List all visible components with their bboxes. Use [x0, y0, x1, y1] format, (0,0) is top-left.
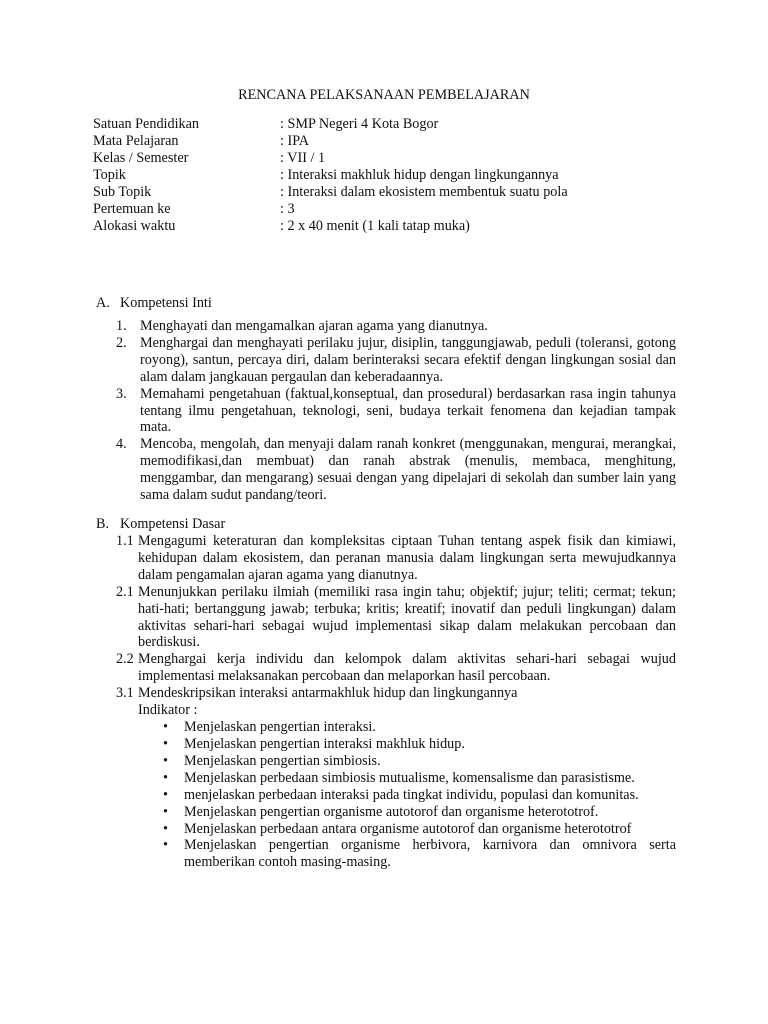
list-item [96, 533, 676, 584]
bullet-text: Menjelaskan pengertian organisme herbivora, karnivora dan omnivora serta memberikan contoh masing-masing. [184, 837, 676, 871]
section-kompetensi-inti [96, 295, 676, 504]
info-label: Pertemuan ke [93, 201, 171, 217]
list-text: Menghargai kerja individu dan kelompok dalam aktivitas sehari-hari sebagai wujud implementasi melaksanakan percobaan dan melaporkan hasil percobaan. [138, 651, 676, 685]
bullet-icon: • [163, 719, 168, 736]
info-row [93, 218, 693, 235]
info-value: : SMP Negeri 4 Kota Bogor [280, 116, 439, 132]
list-number: 2. [116, 334, 127, 351]
section-title: Kompetensi Dasar [120, 516, 226, 532]
bullet-text: Menjelaskan pengertian interaksi. [184, 719, 376, 736]
info-label: Kelas / Semester [93, 150, 189, 166]
info-row [93, 116, 693, 133]
list-text: Memahami pengetahuan (faktual,konseptual, dan prosedural) berdasarkan rasa ingin tahunya tentang ilmu pengetahuan, teknologi, seni, budaya terkait fenomena dan kejadian tampak mata. [140, 385, 676, 436]
info-label: Mata Pelajaran [93, 133, 179, 149]
info-value: : 2 x 40 menit (1 kali tatap muka) [280, 218, 470, 234]
list-number: 2.1 [116, 583, 134, 600]
list-item [96, 436, 676, 504]
bullet-text: Menjelaskan pengertian interaksi makhluk hidup. [184, 735, 465, 752]
bullet-icon: • [163, 803, 168, 820]
info-value: : VII / 1 [280, 150, 326, 166]
indicator-label: Indikator : [138, 702, 198, 719]
bullet-item [96, 804, 676, 821]
list-number: 3. [116, 385, 127, 402]
bullet-text: Menjelaskan perbedaan simbiosis mutualisme, komensalisme dan parasistisme. [184, 769, 635, 786]
list-number: 3.1 [116, 685, 134, 702]
info-row [93, 150, 693, 167]
list-number: 1.1 [116, 533, 134, 549]
bullet-icon: • [163, 837, 168, 854]
section-heading [96, 516, 676, 533]
bullet-icon: • [163, 786, 168, 803]
section-letter: B. [96, 516, 110, 532]
list-text: Mencoba, mengolah, dan menyaji dalam ranah konkret (menggunakan, mengurai, merangkai, memodifikasi,dan membuat) dan ranah abstrak (menulis, membaca, menghitung, menggambar, dan mengarang) sesuai dengan yang dipelajari di sekolah dan sumber lain yang sama dalam sudut pandang/teori. [140, 436, 676, 504]
bullet-item [96, 837, 676, 871]
info-label: Sub Topik [93, 184, 152, 200]
list-text: Menunjukkan perilaku ilmiah (memiliki rasa ingin tahu; objektif; jujur; teliti; cermat; tekun; hati-hati; bertanggung jawab; terbuka; kritis; kreatif; inovatif dan peduli lingkungan) dalam aktivitas sehari-hari sebagai wujud implementasi sikap dalam melakukan percobaan dan berdiskusi. [138, 583, 676, 651]
info-value: : Interaksi dalam ekosistem membentuk suatu pola [280, 184, 568, 200]
bullet-icon: • [163, 752, 168, 769]
list-item [96, 685, 676, 702]
bullet-item [96, 736, 676, 753]
document-title: RENCANA PELAKSANAAN PEMBELAJARAN [238, 87, 530, 103]
bullet-item [96, 770, 676, 787]
list-number: 2.2 [116, 651, 134, 668]
bullet-icon: • [163, 820, 168, 837]
list-number: 4. [116, 436, 127, 453]
list-text: Menghayati dan mengamalkan ajaran agama yang dianutnya. [140, 318, 488, 334]
list-text: Mengagumi keteraturan dan kompleksitas ciptaan Tuhan tentang aspek fisik dan kimiawi, kehidupan dalam ekosistem, dan peranan manusia dalam lingkungan serta mewujudkannya dalam pengamalan ajaran agama yang dianutnya. [138, 533, 676, 583]
identity-table [93, 116, 693, 235]
list-item [96, 318, 676, 335]
bullet-text: menjelaskan perbedaan interaksi pada tingkat individu, populasi dan komunitas. [184, 786, 639, 803]
info-row [93, 201, 693, 218]
bullet-icon: • [163, 735, 168, 752]
list-item [96, 584, 676, 652]
list-item [96, 335, 676, 386]
bullet-icon: • [163, 769, 168, 786]
info-label: Topik [93, 167, 126, 183]
section-heading [96, 295, 676, 312]
section-letter: A. [96, 295, 110, 311]
bullet-text: Menjelaskan perbedaan antara organisme autotorof dan organisme heterototrof [184, 820, 632, 837]
info-row [93, 167, 693, 184]
bullet-text: Menjelaskan pengertian simbiosis. [184, 752, 381, 769]
bullet-item [96, 719, 676, 736]
list-number: 1. [116, 318, 127, 334]
info-row [93, 184, 693, 201]
bullet-text: Menjelaskan pengertian organisme autotorof dan organisme heterototrof. [184, 803, 599, 820]
bullet-item [96, 753, 676, 770]
list-text: Menghargai dan menghayati perilaku jujur, disiplin, tanggungjawab, peduli (toleransi, gotong royong), santun, percaya diri, dalam berinteraksi secara efektif dengan lingkungan sosial dan alam dalam jangkauan pergaulan dan keberadaannya. [140, 334, 676, 385]
info-row [93, 133, 693, 150]
info-value: : 3 [280, 201, 295, 217]
section-title: Kompetensi Inti [120, 295, 212, 311]
info-value: : IPA [280, 133, 310, 149]
info-label: Satuan Pendidikan [93, 116, 199, 132]
list-item [96, 386, 676, 437]
bullet-item [96, 821, 676, 838]
list-item [96, 651, 676, 685]
info-label: Alokasi waktu [93, 218, 176, 234]
bullet-item [96, 787, 676, 804]
list-text: Mendeskripsikan interaksi antarmakhluk hidup dan lingkungannya [138, 685, 518, 702]
section-kompetensi-dasar [96, 516, 676, 871]
info-value: : Interaksi makhluk hidup dengan lingkungannya [280, 167, 559, 183]
